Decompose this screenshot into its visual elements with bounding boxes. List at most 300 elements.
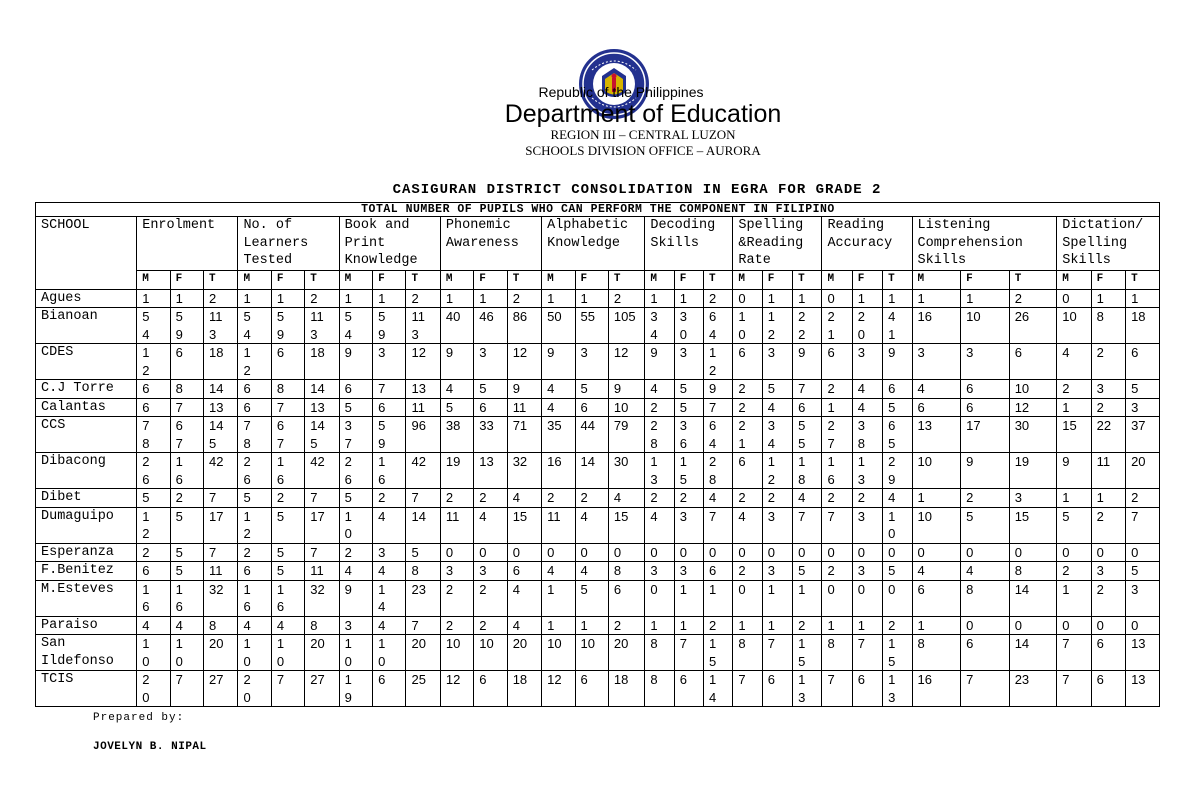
table-cell: 2 (1057, 380, 1091, 399)
table-cell: 1 6 (271, 580, 304, 616)
table-row (36, 562, 1160, 581)
table-cell: 9 (608, 380, 644, 399)
table-cell: 2 6 (339, 453, 372, 489)
table-cell: 6 (1091, 671, 1125, 707)
mft-header: F (852, 271, 882, 290)
table-cell: 19 (1009, 453, 1057, 489)
table-cell: 17 (305, 507, 339, 543)
table-cell: 11 3 (406, 308, 440, 344)
table-cell: 1 (339, 289, 372, 308)
table-cell: 5 (406, 543, 440, 562)
table-cell: 4 (271, 616, 304, 635)
mft-header: M (339, 271, 372, 290)
document-title: CASIGURAN DISTRICT CONSOLIDATION IN EGRA FOR GRADE 2 (392, 182, 882, 198)
table-cell: 1 (474, 289, 507, 308)
table-cell: 8 (1009, 562, 1057, 581)
table-cell: 1 (704, 580, 733, 616)
table-cell: 2 0 (852, 308, 882, 344)
table-cell: 3 (1126, 398, 1160, 417)
table-cell: 6 (575, 398, 608, 417)
table-cell: 2 (474, 489, 507, 508)
mft-header: T (883, 271, 912, 290)
school-name: Calantas (36, 398, 137, 417)
table-cell: 2 0 (238, 671, 271, 707)
table-cell: 5 (762, 380, 792, 399)
table-cell: 1 (762, 616, 792, 635)
table-cell: 6 (733, 344, 762, 380)
table-cell: 1 (674, 289, 703, 308)
table-cell: 0 (1091, 616, 1125, 635)
table-cell: 7 8 (238, 417, 271, 453)
table-cell: 1 (912, 289, 961, 308)
table-cell: 4 (440, 380, 473, 399)
table-cell: 2 (507, 289, 541, 308)
table-cell: 5 (961, 507, 1010, 543)
table-cell: 1 5 (793, 635, 822, 671)
table-cell: 2 (575, 489, 608, 508)
table-cell: 6 (704, 562, 733, 581)
table-cell: 1 6 (170, 580, 203, 616)
table-row (36, 635, 1160, 671)
table-cell: 2 (608, 616, 644, 635)
table-cell: 10 (474, 635, 507, 671)
table-cell: 1 (762, 580, 792, 616)
table-cell: 14 (305, 380, 339, 399)
table-cell: 0 (1009, 543, 1057, 562)
table-cell: 7 (852, 635, 882, 671)
school-name: Dibacong (36, 453, 137, 489)
component-header: Reading Accuracy (822, 217, 912, 271)
table-cell: 13 (912, 417, 961, 453)
table-cell: 25 (406, 671, 440, 707)
table-cell: 3 7 (339, 417, 372, 453)
table-cell: 2 6 (137, 453, 170, 489)
mft-header: T (204, 271, 238, 290)
region-label: REGION III – CENTRAL LUZON (550, 127, 736, 142)
table-cell: 7 (793, 380, 822, 399)
table-cell: 9 (440, 344, 473, 380)
table-cell: 2 2 (793, 308, 822, 344)
school-name: M.Esteves (36, 580, 137, 616)
table-cell: 2 (406, 289, 440, 308)
table-cell: 42 (305, 453, 339, 489)
table-cell: 2 (822, 380, 852, 399)
table-cell: 8 (170, 380, 203, 399)
table-cell: 7 (793, 507, 822, 543)
table-cell: 9 (339, 580, 372, 616)
table-cell: 15 (507, 507, 541, 543)
table-cell: 7 (704, 507, 733, 543)
table-cell: 0 (762, 543, 792, 562)
prepared-by-label: Prepared by: (93, 712, 185, 724)
table-cell: 7 (822, 671, 852, 707)
table-cell: 12 (440, 671, 473, 707)
table-cell: 20 (608, 635, 644, 671)
table-cell: 6 4 (704, 308, 733, 344)
table-cell: 10 (440, 635, 473, 671)
table-cell: 6 (961, 380, 1010, 399)
table-cell: 3 0 (674, 308, 703, 344)
table-cell: 1 0 (238, 635, 271, 671)
table-cell: 9 (793, 344, 822, 380)
table-cell: 17 (204, 507, 238, 543)
table-cell: 3 (762, 507, 792, 543)
table-cell: 1 (733, 616, 762, 635)
table-cell: 6 (1091, 635, 1125, 671)
table-cell: 3 (1091, 380, 1125, 399)
table-cell: 0 (474, 543, 507, 562)
table-cell: 4 (373, 616, 406, 635)
table-cell: 6 7 (170, 417, 203, 453)
table-cell: 4 (1057, 344, 1091, 380)
table-cell: 1 0 (137, 635, 170, 671)
table-cell: 4 (793, 489, 822, 508)
table-cell: 4 (373, 507, 406, 543)
group-header-row (36, 217, 1160, 271)
table-cell: 6 (507, 562, 541, 581)
table-cell: 8 (1091, 308, 1125, 344)
table-cell: 4 (507, 489, 541, 508)
table-cell: 4 (883, 489, 912, 508)
table-cell: 0 (704, 543, 733, 562)
component-header: Alphabetic Knowledge (542, 217, 645, 271)
table-cell: 3 (762, 562, 792, 581)
table-cell: 19 (440, 453, 473, 489)
table-cell: 6 (373, 398, 406, 417)
table-cell: 6 (238, 380, 271, 399)
table-cell: 2 (440, 580, 473, 616)
table-cell: 7 (1057, 671, 1091, 707)
table-cell: 6 (674, 671, 703, 707)
table-cell: 1 (271, 289, 304, 308)
mft-header: F (474, 271, 507, 290)
table-cell: 0 (674, 543, 703, 562)
table-cell: 7 (704, 398, 733, 417)
component-header: Dictation/ Spelling Skills (1057, 217, 1160, 271)
table-cell: 0 (1057, 616, 1091, 635)
table-cell: 27 (305, 671, 339, 707)
table-cell: 11 (507, 398, 541, 417)
table-cell: 1 (170, 289, 203, 308)
table-cell: 7 (762, 635, 792, 671)
table-cell: 6 (793, 398, 822, 417)
table-cell: 3 (961, 344, 1010, 380)
table-cell: 1 (883, 289, 912, 308)
table-cell: 32 (507, 453, 541, 489)
table-cell: 5 9 (271, 308, 304, 344)
table-cell: 7 (271, 398, 304, 417)
table-cell: 1 0 (271, 635, 304, 671)
table-cell: 4 (575, 562, 608, 581)
table-cell: 2 (373, 489, 406, 508)
school-name: TCIS (36, 671, 137, 707)
table-cell: 7 (305, 543, 339, 562)
table-cell: 6 (238, 562, 271, 581)
table-cell: 1 (822, 616, 852, 635)
table-cell: 0 (883, 580, 912, 616)
table-cell: 8 (733, 635, 762, 671)
table-cell: 96 (406, 417, 440, 453)
table-cell: 6 (137, 562, 170, 581)
table-cell: 16 (912, 308, 961, 344)
table-cell: 2 9 (883, 453, 912, 489)
table-cell: 2 (137, 543, 170, 562)
table-cell: 5 (339, 489, 372, 508)
table-cell: 1 2 (137, 344, 170, 380)
table-cell: 6 (961, 398, 1010, 417)
mft-header: F (170, 271, 203, 290)
table-cell: 2 (339, 543, 372, 562)
table-cell: 7 (305, 489, 339, 508)
table-cell: 4 (137, 616, 170, 635)
table-cell: 1 6 (822, 453, 852, 489)
table-cell: 2 0 (137, 671, 170, 707)
table-cell: 3 (674, 562, 703, 581)
table-row (36, 380, 1160, 399)
table-cell: 18 (305, 344, 339, 380)
table-cell: 2 (1091, 344, 1125, 380)
table-cell: 22 (1091, 417, 1125, 453)
table-cell: 6 (762, 671, 792, 707)
table-cell: 9 (961, 453, 1010, 489)
table-cell: 13 (204, 398, 238, 417)
table-cell: 4 (852, 398, 882, 417)
table-cell: 0 (961, 543, 1010, 562)
table-cell: 4 (961, 562, 1010, 581)
table-cell: 7 (271, 671, 304, 707)
mft-header: T (608, 271, 644, 290)
school-name: F.Benitez (36, 562, 137, 581)
component-header: Decoding Skills (645, 217, 733, 271)
table-cell: 5 (271, 507, 304, 543)
table-cell: 15 (1057, 417, 1091, 453)
table-cell: 11 (440, 507, 473, 543)
table-cell: 1 (674, 616, 703, 635)
table-row (36, 289, 1160, 308)
table-cell: 5 9 (170, 308, 203, 344)
table-cell: 5 9 (373, 308, 406, 344)
table-cell: 1 0 (883, 507, 912, 543)
table-cell: 5 4 (238, 308, 271, 344)
table-cell: 2 (1057, 562, 1091, 581)
table-cell: 1 6 (170, 453, 203, 489)
table-cell: 0 (440, 543, 473, 562)
table-cell: 6 (373, 671, 406, 707)
table-cell: 2 (1091, 507, 1125, 543)
mft-header: M (440, 271, 473, 290)
table-cell: 3 4 (645, 308, 674, 344)
table-cell: 2 (645, 398, 674, 417)
table-cell: 2 (474, 616, 507, 635)
school-name: C.J Torre (36, 380, 137, 399)
table-cell: 0 (1057, 289, 1091, 308)
mft-header: T (305, 271, 339, 290)
mft-header-row (36, 271, 1160, 290)
table-cell: 1 (645, 289, 674, 308)
egra-consolidation-table (35, 202, 1160, 707)
table-cell: 9 (883, 344, 912, 380)
table-cell: 0 (822, 580, 852, 616)
table-cell: 6 (339, 380, 372, 399)
table-cell: 2 (762, 489, 792, 508)
table-cell: 12 (507, 344, 541, 380)
table-cell: 4 (645, 380, 674, 399)
table-cell: 0 (852, 543, 882, 562)
table-cell: 8 (912, 635, 961, 671)
table-cell: 30 (608, 453, 644, 489)
table-cell: 14 (204, 380, 238, 399)
table-cell: 1 (575, 289, 608, 308)
table-cell: 5 9 (373, 417, 406, 453)
school-name: Esperanza (36, 543, 137, 562)
component-header: No. of Learners Tested (238, 217, 339, 271)
table-cell: 32 (204, 580, 238, 616)
table-cell: 6 (575, 671, 608, 707)
mft-header: T (406, 271, 440, 290)
table-cell: 1 3 (883, 671, 912, 707)
table-cell: 6 (1009, 344, 1057, 380)
table-cell: 5 (1057, 507, 1091, 543)
table-cell: 20 (1126, 453, 1160, 489)
table-cell: 1 (852, 616, 882, 635)
table-cell: 0 (822, 289, 852, 308)
table-row (36, 308, 1160, 344)
table-cell: 2 8 (645, 417, 674, 453)
table-cell: 105 (608, 308, 644, 344)
table-cell: 5 (271, 543, 304, 562)
table-cell: 1 (1057, 398, 1091, 417)
table-cell: 7 (822, 507, 852, 543)
table-cell: 10 (961, 308, 1010, 344)
table-cell: 5 (793, 562, 822, 581)
table-cell: 4 (373, 562, 406, 581)
table-cell: 8 (645, 635, 674, 671)
table-cell: 0 (1126, 543, 1160, 562)
table-cell: 0 (852, 580, 882, 616)
table-cell: 5 (238, 489, 271, 508)
table-cell: 18 (1126, 308, 1160, 344)
table-cell: 86 (507, 308, 541, 344)
table-cell: 3 (373, 543, 406, 562)
table-cell: 20 (507, 635, 541, 671)
table-cell: 15 (1009, 507, 1057, 543)
table-row (36, 671, 1160, 707)
table-cell: 18 (608, 671, 644, 707)
table-row (36, 417, 1160, 453)
table-cell: 3 (1126, 580, 1160, 616)
table-cell: 2 1 (733, 417, 762, 453)
table-cell: 0 (542, 543, 575, 562)
table-cell: 1 (575, 616, 608, 635)
table-cell: 3 (1009, 489, 1057, 508)
table-cell: 10 (575, 635, 608, 671)
table-cell: 1 4 (704, 671, 733, 707)
table-cell: 42 (204, 453, 238, 489)
table-cell: 1 2 (137, 507, 170, 543)
table-cell: 8 (961, 580, 1010, 616)
table-cell: 14 (575, 453, 608, 489)
table-cell: 10 (1057, 308, 1091, 344)
table-cell: 0 (645, 580, 674, 616)
table-cell: 6 7 (271, 417, 304, 453)
table-cell: 3 (912, 344, 961, 380)
table-cell: 1 0 (339, 507, 372, 543)
table-cell: 10 (912, 453, 961, 489)
table-cell: 2 (852, 489, 882, 508)
mft-header: M (238, 271, 271, 290)
table-cell: 0 (1091, 543, 1125, 562)
table-cell: 6 (883, 380, 912, 399)
division-label: SCHOOLS DIVISION OFFICE – AURORA (525, 143, 761, 158)
table-cell: 14 (1009, 635, 1057, 671)
mft-header: F (674, 271, 703, 290)
table-cell: 1 (793, 289, 822, 308)
table-cell: 1 3 (793, 671, 822, 707)
table-row (36, 580, 1160, 616)
table-cell: 2 (238, 543, 271, 562)
table-cell: 1 (542, 580, 575, 616)
school-name: CCS (36, 417, 137, 453)
table-cell: 5 (674, 398, 703, 417)
table-cell: 7 (170, 398, 203, 417)
table-cell: 27 (204, 671, 238, 707)
table-cell: 1 (1057, 580, 1091, 616)
table-cell: 3 6 (674, 417, 703, 453)
table-cell: 2 (542, 489, 575, 508)
table-cell: 1 (912, 489, 961, 508)
table-cell: 0 (793, 543, 822, 562)
table-cell: 0 (733, 543, 762, 562)
table-cell: 7 (204, 543, 238, 562)
table-cell: 15 (608, 507, 644, 543)
table-cell: 4 (542, 562, 575, 581)
school-name: San Ildefonso (36, 635, 137, 671)
table-cell: 6 (238, 398, 271, 417)
table-cell: 8 (608, 562, 644, 581)
table-cell: 37 (1126, 417, 1160, 453)
table-cell: 0 (575, 543, 608, 562)
mft-header: T (1009, 271, 1057, 290)
table-row (36, 344, 1160, 380)
table-cell: 1 6 (238, 580, 271, 616)
table-cell: 3 (674, 507, 703, 543)
table-cell: 3 (852, 344, 882, 380)
table-cell: 1 (373, 289, 406, 308)
table-row (36, 453, 1160, 489)
table-cell: 5 (575, 380, 608, 399)
table-cell: 0 (1009, 616, 1057, 635)
table-cell: 1 6 (271, 453, 304, 489)
table-cell: 11 (542, 507, 575, 543)
table-cell: 4 1 (883, 308, 912, 344)
table-cell: 12 (542, 671, 575, 707)
table-cell: 14 (406, 507, 440, 543)
table-cell: 1 5 (704, 635, 733, 671)
mft-header: T (793, 271, 822, 290)
component-header: Book and Print Knowledge (339, 217, 440, 271)
table-cell: 2 (674, 489, 703, 508)
table-cell: 10 (912, 507, 961, 543)
table-cell: 1 5 (674, 453, 703, 489)
table-cell: 71 (507, 417, 541, 453)
table-cell: 6 (271, 344, 304, 380)
table-cell: 11 (305, 562, 339, 581)
table-cell: 4 (170, 616, 203, 635)
mft-header: M (1057, 271, 1091, 290)
table-cell: 0 (912, 543, 961, 562)
table-row (36, 398, 1160, 417)
table-cell: 4 (339, 562, 372, 581)
